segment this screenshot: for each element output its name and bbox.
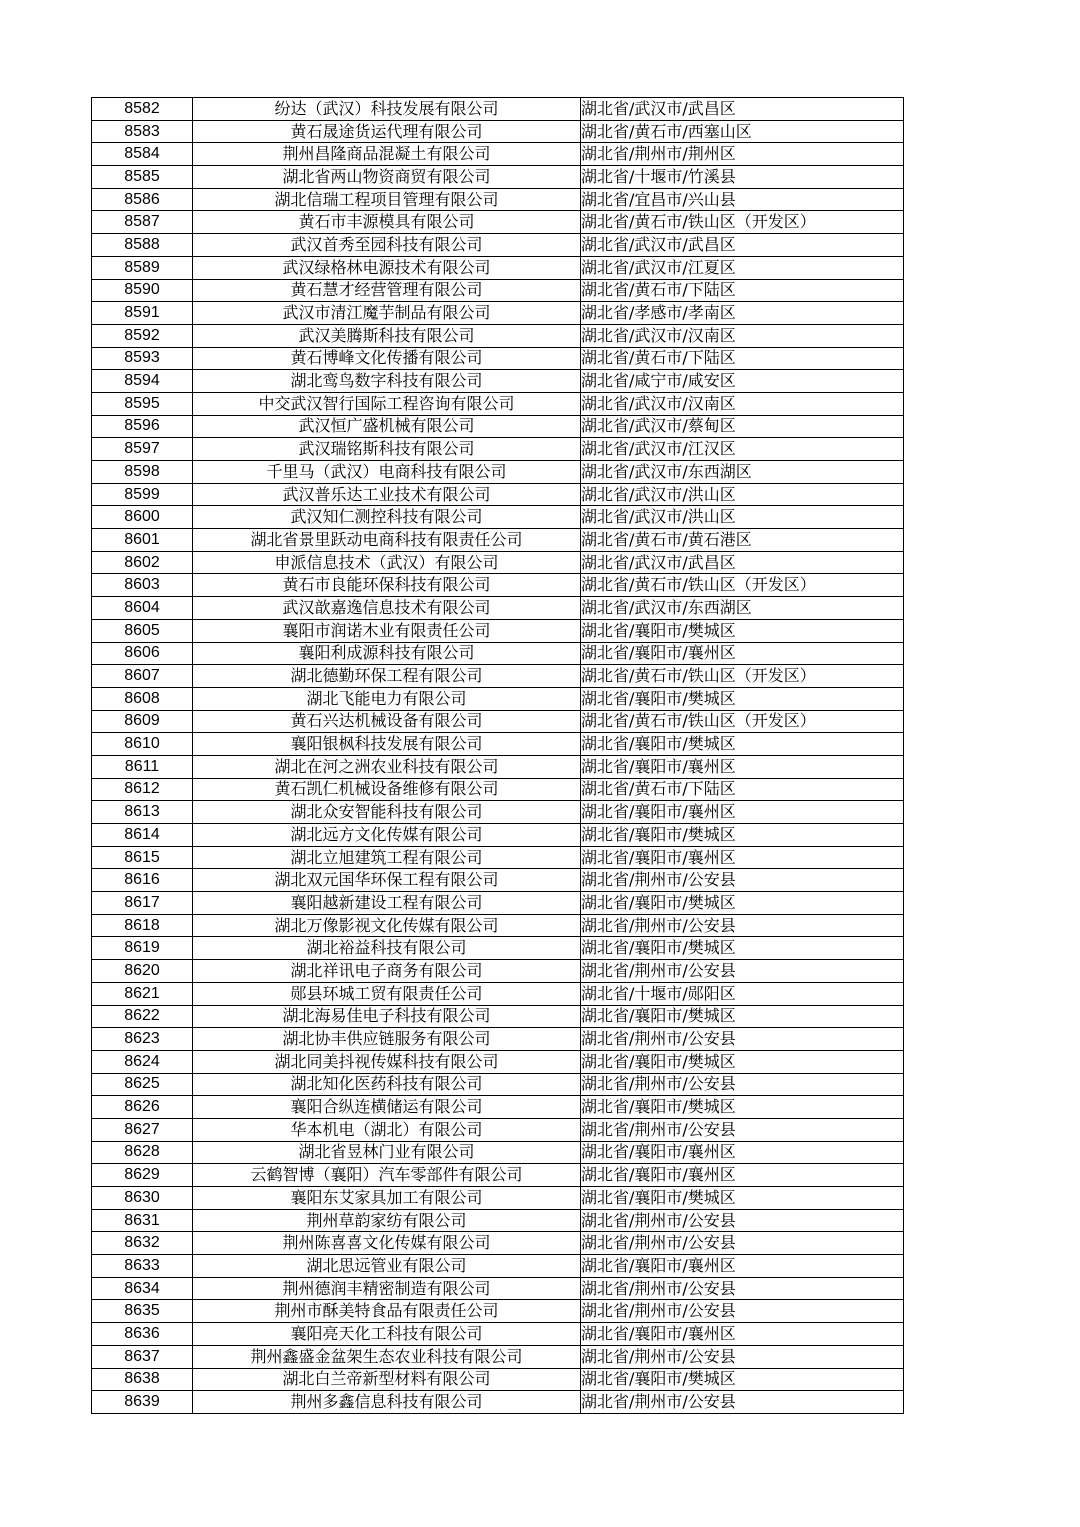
company-region: 湖北省/黄石市/下陆区 (581, 347, 904, 370)
company-table-body (92, 98, 904, 1414)
company-region: 湖北省/荆州市/荆州区 (581, 143, 904, 166)
company-name: 湖北同美抖视传媒科技有限公司 (193, 1050, 581, 1073)
row-number: 8586 (92, 188, 193, 211)
row-number: 8599 (92, 483, 193, 506)
company-name: 襄阳东艾家具加工有限公司 (193, 1187, 581, 1210)
row-number: 8637 (92, 1345, 193, 1368)
company-name: 湖北海易佳电子科技有限公司 (193, 1005, 581, 1028)
row-number: 8638 (92, 1368, 193, 1391)
company-region: 湖北省/十堰市/郧阳区 (581, 982, 904, 1005)
company-region: 湖北省/襄阳市/樊城区 (581, 1187, 904, 1210)
company-region: 湖北省/武汉市/汉南区 (581, 324, 904, 347)
row-number: 8602 (92, 551, 193, 574)
company-region: 湖北省/黄石市/下陆区 (581, 279, 904, 302)
row-number: 8587 (92, 211, 193, 234)
company-name: 郧县环城工贸有限责任公司 (193, 982, 581, 1005)
company-region: 湖北省/武汉市/洪山区 (581, 506, 904, 529)
row-number: 8631 (92, 1209, 193, 1232)
table-row (92, 1323, 904, 1346)
company-region: 湖北省/襄阳市/襄州区 (581, 1255, 904, 1278)
table-row (92, 1277, 904, 1300)
row-number: 8626 (92, 1096, 193, 1119)
company-name: 湖北裕益科技有限公司 (193, 937, 581, 960)
company-region: 湖北省/荆州市/公安县 (581, 1345, 904, 1368)
company-region: 湖北省/襄阳市/襄州区 (581, 1323, 904, 1346)
table-row (92, 1187, 904, 1210)
company-name: 黄石凯仁机械设备维修有限公司 (193, 778, 581, 801)
company-region: 湖北省/荆州市/公安县 (581, 1118, 904, 1141)
company-region: 湖北省/荆州市/公安县 (581, 960, 904, 983)
row-number: 8582 (92, 98, 193, 121)
row-number: 8596 (92, 415, 193, 438)
company-region: 湖北省/十堰市/竹溪县 (581, 166, 904, 189)
company-name: 武汉瑞铭斯科技有限公司 (193, 438, 581, 461)
company-name: 荆州鑫盛金盆架生态农业科技有限公司 (193, 1345, 581, 1368)
table-row (92, 211, 904, 234)
table-row (92, 892, 904, 915)
company-region: 湖北省/咸宁市/咸安区 (581, 370, 904, 393)
table-row (92, 687, 904, 710)
company-name: 黄石兴达机械设备有限公司 (193, 710, 581, 733)
table-row (92, 755, 904, 778)
row-number: 8628 (92, 1141, 193, 1164)
company-region: 湖北省/襄阳市/樊城区 (581, 733, 904, 756)
table-row (92, 279, 904, 302)
row-number: 8627 (92, 1118, 193, 1141)
company-name: 襄阳合纵连横储运有限公司 (193, 1096, 581, 1119)
table-row (92, 869, 904, 892)
company-name: 荆州德润丰精密制造有限公司 (193, 1277, 581, 1300)
table-row (92, 710, 904, 733)
table-row (92, 415, 904, 438)
company-region: 湖北省/荆州市/公安县 (581, 1277, 904, 1300)
table-row (92, 1118, 904, 1141)
company-region: 湖北省/襄阳市/襄州区 (581, 1141, 904, 1164)
table-row (92, 529, 904, 552)
company-region: 湖北省/襄阳市/樊城区 (581, 1005, 904, 1028)
company-region: 湖北省/襄阳市/樊城区 (581, 1368, 904, 1391)
company-region: 湖北省/武汉市/江夏区 (581, 256, 904, 279)
row-number: 8629 (92, 1164, 193, 1187)
table-row (92, 166, 904, 189)
company-name: 千里马（武汉）电商科技有限公司 (193, 461, 581, 484)
table-row (92, 1141, 904, 1164)
row-number: 8593 (92, 347, 193, 370)
table-row (92, 982, 904, 1005)
table-row (92, 370, 904, 393)
company-name: 湖北省景里跃动电商科技有限责任公司 (193, 529, 581, 552)
company-name: 黄石市丰源模具有限公司 (193, 211, 581, 234)
company-region: 湖北省/武汉市/东西湖区 (581, 597, 904, 620)
row-number: 8588 (92, 234, 193, 257)
row-number: 8585 (92, 166, 193, 189)
table-row (92, 597, 904, 620)
company-region: 湖北省/黄石市/下陆区 (581, 778, 904, 801)
table-row (92, 438, 904, 461)
table-row (92, 461, 904, 484)
company-region: 湖北省/武汉市/洪山区 (581, 483, 904, 506)
table-row (92, 188, 904, 211)
table-row (92, 1300, 904, 1323)
table-row (92, 120, 904, 143)
row-number: 8634 (92, 1277, 193, 1300)
row-number: 8612 (92, 778, 193, 801)
row-number: 8635 (92, 1300, 193, 1323)
company-name: 襄阳亮天化工科技有限公司 (193, 1323, 581, 1346)
table-row (92, 937, 904, 960)
row-number: 8598 (92, 461, 193, 484)
table-row (92, 1255, 904, 1278)
row-number: 8630 (92, 1187, 193, 1210)
row-number: 8589 (92, 256, 193, 279)
row-number: 8625 (92, 1073, 193, 1096)
row-number: 8592 (92, 324, 193, 347)
company-region: 湖北省/荆州市/公安县 (581, 1232, 904, 1255)
company-name: 湖北万像影视文化传媒有限公司 (193, 914, 581, 937)
table-row (92, 733, 904, 756)
table-row (92, 778, 904, 801)
company-name: 武汉首秀至园科技有限公司 (193, 234, 581, 257)
table-row (92, 1164, 904, 1187)
company-region: 湖北省/黄石市/西塞山区 (581, 120, 904, 143)
company-region: 湖北省/襄阳市/樊城区 (581, 1050, 904, 1073)
row-number: 8600 (92, 506, 193, 529)
row-number: 8601 (92, 529, 193, 552)
row-number: 8624 (92, 1050, 193, 1073)
company-region: 湖北省/武汉市/东西湖区 (581, 461, 904, 484)
company-name: 云鹤智博（襄阳）汽车零部件有限公司 (193, 1164, 581, 1187)
company-name: 湖北远方文化传媒有限公司 (193, 824, 581, 847)
company-region: 湖北省/荆州市/公安县 (581, 1209, 904, 1232)
company-name: 黄石博峰文化传播有限公司 (193, 347, 581, 370)
company-name: 湖北思远管业有限公司 (193, 1255, 581, 1278)
row-number: 8619 (92, 937, 193, 960)
table-row (92, 846, 904, 869)
table-row (92, 1096, 904, 1119)
company-region: 湖北省/宜昌市/兴山县 (581, 188, 904, 211)
row-number: 8620 (92, 960, 193, 983)
company-name: 华本机电（湖北）有限公司 (193, 1118, 581, 1141)
table-row (92, 1391, 904, 1414)
row-number: 8633 (92, 1255, 193, 1278)
row-number: 8636 (92, 1323, 193, 1346)
company-name: 荆州多鑫信息科技有限公司 (193, 1391, 581, 1414)
company-name: 申派信息技术（武汉）有限公司 (193, 551, 581, 574)
company-name: 湖北在河之洲农业科技有限公司 (193, 755, 581, 778)
company-name: 荆州草韵家纺有限公司 (193, 1209, 581, 1232)
row-number: 8603 (92, 574, 193, 597)
row-number: 8608 (92, 687, 193, 710)
company-region: 湖北省/襄阳市/襄州区 (581, 801, 904, 824)
table-row (92, 619, 904, 642)
table-row (92, 642, 904, 665)
company-name: 荆州昌隆商品混凝土有限公司 (193, 143, 581, 166)
table-row (92, 506, 904, 529)
company-region: 湖北省/黄石市/黄石港区 (581, 529, 904, 552)
row-number: 8604 (92, 597, 193, 620)
table-row (92, 914, 904, 937)
table-row (92, 256, 904, 279)
company-name: 湖北双元国华环保工程有限公司 (193, 869, 581, 892)
company-name: 荆州陈喜喜文化传媒有限公司 (193, 1232, 581, 1255)
table-row (92, 1209, 904, 1232)
table-row (92, 960, 904, 983)
table-row (92, 1345, 904, 1368)
row-number: 8615 (92, 846, 193, 869)
company-region: 湖北省/襄阳市/樊城区 (581, 687, 904, 710)
company-region: 湖北省/黄石市/铁山区（开发区） (581, 574, 904, 597)
company-region: 湖北省/武汉市/武昌区 (581, 98, 904, 121)
row-number: 8623 (92, 1028, 193, 1051)
row-number: 8632 (92, 1232, 193, 1255)
table-row (92, 551, 904, 574)
table-row (92, 392, 904, 415)
company-name: 湖北德勤环保工程有限公司 (193, 665, 581, 688)
company-name: 武汉歆嘉逸信息技术有限公司 (193, 597, 581, 620)
company-name: 湖北白兰帝新型材料有限公司 (193, 1368, 581, 1391)
row-number: 8611 (92, 755, 193, 778)
company-name: 湖北协丰供应链服务有限公司 (193, 1028, 581, 1051)
table-row (92, 1368, 904, 1391)
row-number: 8614 (92, 824, 193, 847)
company-name: 武汉知仁测控科技有限公司 (193, 506, 581, 529)
company-name: 荆州市酥美特食品有限责任公司 (193, 1300, 581, 1323)
table-row (92, 234, 904, 257)
company-region: 湖北省/武汉市/蔡甸区 (581, 415, 904, 438)
table-row (92, 1005, 904, 1028)
company-name: 纷达（武汉）科技发展有限公司 (193, 98, 581, 121)
company-name: 湖北鸾鸟数字科技有限公司 (193, 370, 581, 393)
company-name: 湖北飞能电力有限公司 (193, 687, 581, 710)
company-name: 襄阳利成源科技有限公司 (193, 642, 581, 665)
company-name: 襄阳市润诺木业有限责任公司 (193, 619, 581, 642)
company-name: 武汉市清江魔芋制品有限公司 (193, 302, 581, 325)
company-name: 黄石慧才经营管理有限公司 (193, 279, 581, 302)
company-region: 湖北省/襄阳市/襄州区 (581, 642, 904, 665)
company-region: 湖北省/武汉市/武昌区 (581, 551, 904, 574)
row-number: 8622 (92, 1005, 193, 1028)
table-row (92, 483, 904, 506)
company-name: 襄阳银枫科技发展有限公司 (193, 733, 581, 756)
table-row (92, 801, 904, 824)
company-region: 湖北省/黄石市/铁山区（开发区） (581, 710, 904, 733)
row-number: 8583 (92, 120, 193, 143)
company-name: 中交武汉智行国际工程咨询有限公司 (193, 392, 581, 415)
table-row (92, 1073, 904, 1096)
company-region: 湖北省/襄阳市/樊城区 (581, 1096, 904, 1119)
row-number: 8639 (92, 1391, 193, 1414)
company-name: 湖北众安智能科技有限公司 (193, 801, 581, 824)
table-row (92, 98, 904, 121)
row-number: 8590 (92, 279, 193, 302)
table-row (92, 1050, 904, 1073)
table-row (92, 1028, 904, 1051)
company-name: 武汉普乐达工业技术有限公司 (193, 483, 581, 506)
table-row (92, 143, 904, 166)
row-number: 8609 (92, 710, 193, 733)
company-name: 黄石市良能环保科技有限公司 (193, 574, 581, 597)
company-region: 湖北省/襄阳市/襄州区 (581, 846, 904, 869)
row-number: 8594 (92, 370, 193, 393)
company-region: 湖北省/荆州市/公安县 (581, 869, 904, 892)
company-region: 湖北省/武汉市/武昌区 (581, 234, 904, 257)
company-name: 湖北省昱林门业有限公司 (193, 1141, 581, 1164)
company-name: 湖北知化医药科技有限公司 (193, 1073, 581, 1096)
company-name: 湖北祥讯电子商务有限公司 (193, 960, 581, 983)
table-row (92, 824, 904, 847)
company-region: 湖北省/武汉市/江汉区 (581, 438, 904, 461)
company-region: 湖北省/襄阳市/樊城区 (581, 937, 904, 960)
company-region: 湖北省/荆州市/公安县 (581, 914, 904, 937)
table-row (92, 324, 904, 347)
table-row (92, 665, 904, 688)
company-name: 湖北省两山物资商贸有限公司 (193, 166, 581, 189)
row-number: 8616 (92, 869, 193, 892)
row-number: 8617 (92, 892, 193, 915)
company-name: 武汉美腾斯科技有限公司 (193, 324, 581, 347)
row-number: 8591 (92, 302, 193, 325)
row-number: 8613 (92, 801, 193, 824)
row-number: 8605 (92, 619, 193, 642)
company-region: 湖北省/黄石市/铁山区（开发区） (581, 211, 904, 234)
company-name: 武汉绿格林电源技术有限公司 (193, 256, 581, 279)
row-number: 8595 (92, 392, 193, 415)
row-number: 8618 (92, 914, 193, 937)
company-name: 襄阳越新建设工程有限公司 (193, 892, 581, 915)
row-number: 8621 (92, 982, 193, 1005)
row-number: 8597 (92, 438, 193, 461)
company-name: 湖北立旭建筑工程有限公司 (193, 846, 581, 869)
row-number: 8610 (92, 733, 193, 756)
company-region: 湖北省/荆州市/公安县 (581, 1073, 904, 1096)
company-region: 湖北省/襄阳市/襄州区 (581, 755, 904, 778)
company-region: 湖北省/襄阳市/樊城区 (581, 892, 904, 915)
table-row (92, 347, 904, 370)
row-number: 8606 (92, 642, 193, 665)
company-region: 湖北省/襄阳市/樊城区 (581, 619, 904, 642)
company-table (91, 97, 904, 1414)
table-row (92, 1232, 904, 1255)
table-row (92, 302, 904, 325)
company-name: 湖北信瑞工程项目管理有限公司 (193, 188, 581, 211)
company-region: 湖北省/孝感市/孝南区 (581, 302, 904, 325)
row-number: 8607 (92, 665, 193, 688)
company-region: 湖北省/襄阳市/襄州区 (581, 1164, 904, 1187)
company-region: 湖北省/荆州市/公安县 (581, 1300, 904, 1323)
company-region: 湖北省/武汉市/汉南区 (581, 392, 904, 415)
company-region: 湖北省/黄石市/铁山区（开发区） (581, 665, 904, 688)
company-region: 湖北省/荆州市/公安县 (581, 1028, 904, 1051)
company-region: 湖北省/襄阳市/樊城区 (581, 824, 904, 847)
table-row (92, 574, 904, 597)
company-region: 湖北省/荆州市/公安县 (581, 1391, 904, 1414)
company-name: 黄石晟途货运代理有限公司 (193, 120, 581, 143)
row-number: 8584 (92, 143, 193, 166)
company-name: 武汉恒广盛机械有限公司 (193, 415, 581, 438)
